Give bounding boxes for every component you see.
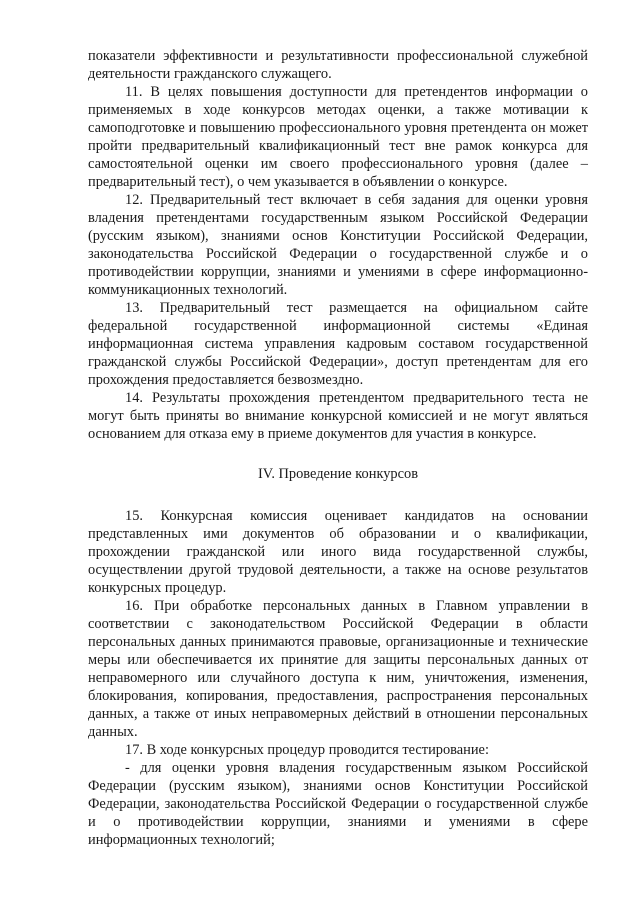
- document-page: [88, 47, 588, 849]
- paragraph-continuation: показатели эффективности и результативности профессиональной служебной деятельности гражданского служащего.: [88, 48, 588, 82]
- paragraph-16: 16. При обработке персональных данных в Главном управлении в соответствии с законодательством Российской Федерации в области персональных данных принимаются правовые, организационные и технические меры или обеспечивается их принятие для защиты персональных данных от неправомерного или случайного доступа к ним, уничтожения, изменения, блокирования, копирования, предоставления, распространения персональных данных, а также от иных неправомерных действий в отношении персональных данных.: [88, 598, 588, 740]
- paragraph-14: 14. Результаты прохождения претендентом предварительного теста не могут быть приняты во внимание конкурсной комиссией и не могут являться основанием для отказа ему в приеме документов для участия в конкурсе.: [88, 390, 588, 442]
- paragraph-15: 15. Конкурсная комиссия оценивает кандидатов на основании представленных ими документов об образовании и о квалификации, прохождении гражданской или иного вида государственной службы, осуществлении другой трудовой деятельности, а также на основе результатов конкурсных процедур.: [88, 508, 588, 596]
- paragraph-13: 13. Предварительный тест размещается на официальном сайте федеральной государственной информационной системы «Единая информационная система управления кадровым составом государственной гражданской службы Российской Федерации», доступ претендентам для его прохождения предоставляется безвозмездно.: [88, 300, 588, 388]
- paragraph-11: 11. В целях повышения доступности для претендентов информации о применяемых в ходе конкурсов методах оценки, а также мотивации к самоподготовке и повышению профессионального уровня претендента он может пройти предварительный квалификационный тест вне рамок конкурса для самостоятельной оценки им своего профессионального уровня (далее – предварительный тест), о чем указывается в объявлении о конкурсе.: [88, 84, 588, 190]
- paragraph-12: 12. Предварительный тест включает в себя задания для оценки уровня владения претендентами государственным языком Российской Федерации (русским языком), знаниями основ Конституции Российской Федерации, законодательства Российской Федерации о государственной службе и о противодействии коррупции, знаниями и умениями в сфере информационно-коммуникационных технологий.: [88, 192, 588, 298]
- paragraph-17-item: - для оценки уровня владения государственным языком Российской Федерации (русским языком), знаниями основ Конституции Российской Федерации, законодательства Российской Федерации о государственной службе и о противодействии коррупции, знаниями и умениями в сфере информационных технологий;: [88, 760, 588, 848]
- paragraph-17: 17. В ходе конкурсных процедур проводится тестирование:: [125, 742, 489, 758]
- paragraphs-after: [88, 507, 588, 849]
- paragraphs-before: [88, 47, 588, 443]
- section-heading: IV. Проведение конкурсов: [257, 466, 419, 482]
